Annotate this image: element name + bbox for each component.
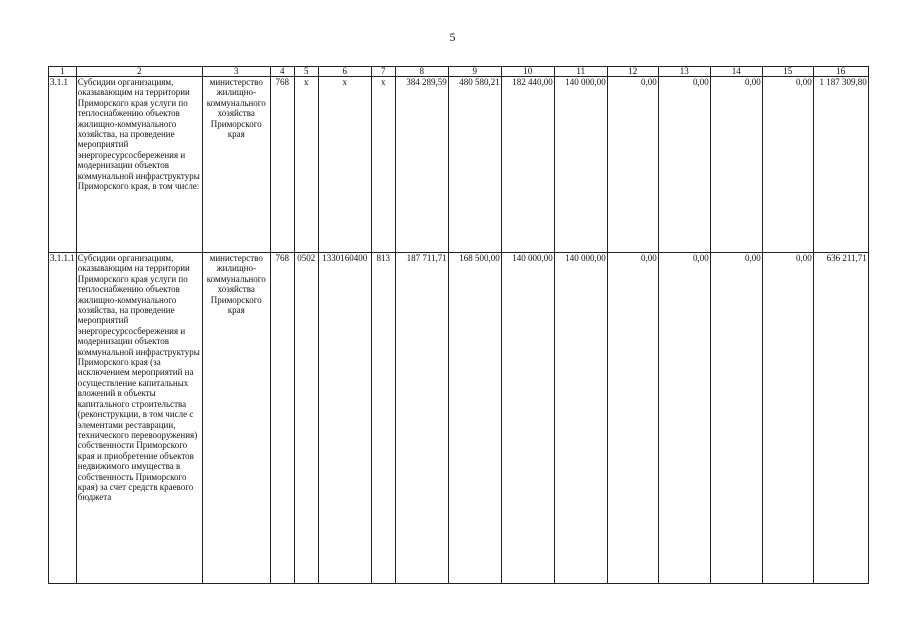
value-cell: 0,00	[658, 77, 710, 253]
page-number: 5	[449, 30, 456, 44]
measure-name: Субсидии организациям, оказывающим на территории Приморского края услуги по теплоснабжению объектов жилищно-коммунального хозяйства, на проведение мероприятий энергоресурсосбережения и модернизации объектов коммунальной инфраструктуры Приморского края, в том числе:	[76, 77, 202, 253]
value-cell: 182 440,00	[501, 77, 554, 253]
executor: министерство жилищно-коммунального хозяйства Приморского края	[202, 77, 270, 253]
header-cell: 14	[710, 67, 762, 77]
code-section: x	[294, 77, 318, 253]
table-row	[49, 77, 869, 253]
value-cell: 384 289,59	[395, 77, 448, 253]
header-cell: 16	[813, 67, 868, 77]
table-row	[49, 253, 869, 584]
code-grbs: 768	[270, 77, 294, 253]
header-cell: 10	[501, 67, 554, 77]
header-cell: 6	[318, 67, 371, 77]
value-cell: 480 580,21	[448, 77, 501, 253]
row-number: 3.1.1	[49, 77, 77, 253]
header-cell: 15	[762, 67, 813, 77]
header-cell: 11	[554, 67, 607, 77]
value-cell: 0,00	[607, 253, 658, 584]
value-cell: 0,00	[710, 253, 762, 584]
value-cell: 0,00	[762, 77, 813, 253]
header-cell: 2	[76, 67, 202, 77]
total-cell: 636 211,71	[813, 253, 868, 584]
header-row	[49, 67, 869, 77]
header-cell: 1	[49, 67, 77, 77]
header-cell: 7	[371, 67, 395, 77]
total-cell: 1 187 309,80	[813, 77, 868, 253]
budget-table	[48, 66, 869, 584]
executor: министерство жилищно-коммунального хозяйства Приморского края	[202, 253, 270, 584]
code-target: 1330160400	[318, 253, 371, 584]
code-target: x	[318, 77, 371, 253]
header-cell: 8	[395, 67, 448, 77]
header-cell: 4	[270, 67, 294, 77]
row-number: 3.1.1.1	[49, 253, 77, 584]
value-cell: 0,00	[710, 77, 762, 253]
measure-name: Субсидии организациям, оказывающим на территории Приморского края услуги по теплоснабжению объектов жилищно-коммунального хозяйства, на проведение мероприятий энергоресурсосбережения и модернизации объектов коммунальной инфраструктуры Приморского края (за исключением мероприятий на осуществление капитальных вложений в объекты капитального строительства (реконструкции, в том числе с элементами реставрации, технического перевооружения) собственности Приморского края и приобретение объектов недвижимого имущества в собственность Приморского края) за счет средств краевого бюджета	[76, 253, 202, 584]
header-cell: 13	[658, 67, 710, 77]
header-cell: 9	[448, 67, 501, 77]
code-grbs: 768	[270, 253, 294, 584]
code-section: 0502	[294, 253, 318, 584]
value-cell: 0,00	[762, 253, 813, 584]
value-cell: 0,00	[607, 77, 658, 253]
code-type: x	[371, 77, 395, 253]
value-cell: 140 000,00	[501, 253, 554, 584]
value-cell: 0,00	[658, 253, 710, 584]
header-cell: 3	[202, 67, 270, 77]
value-cell: 187 711,71	[395, 253, 448, 584]
value-cell: 168 500,00	[448, 253, 501, 584]
value-cell: 140 000,00	[554, 77, 607, 253]
code-type: 813	[371, 253, 395, 584]
header-cell: 12	[607, 67, 658, 77]
header-cell: 5	[294, 67, 318, 77]
value-cell: 140 000,00	[554, 253, 607, 584]
